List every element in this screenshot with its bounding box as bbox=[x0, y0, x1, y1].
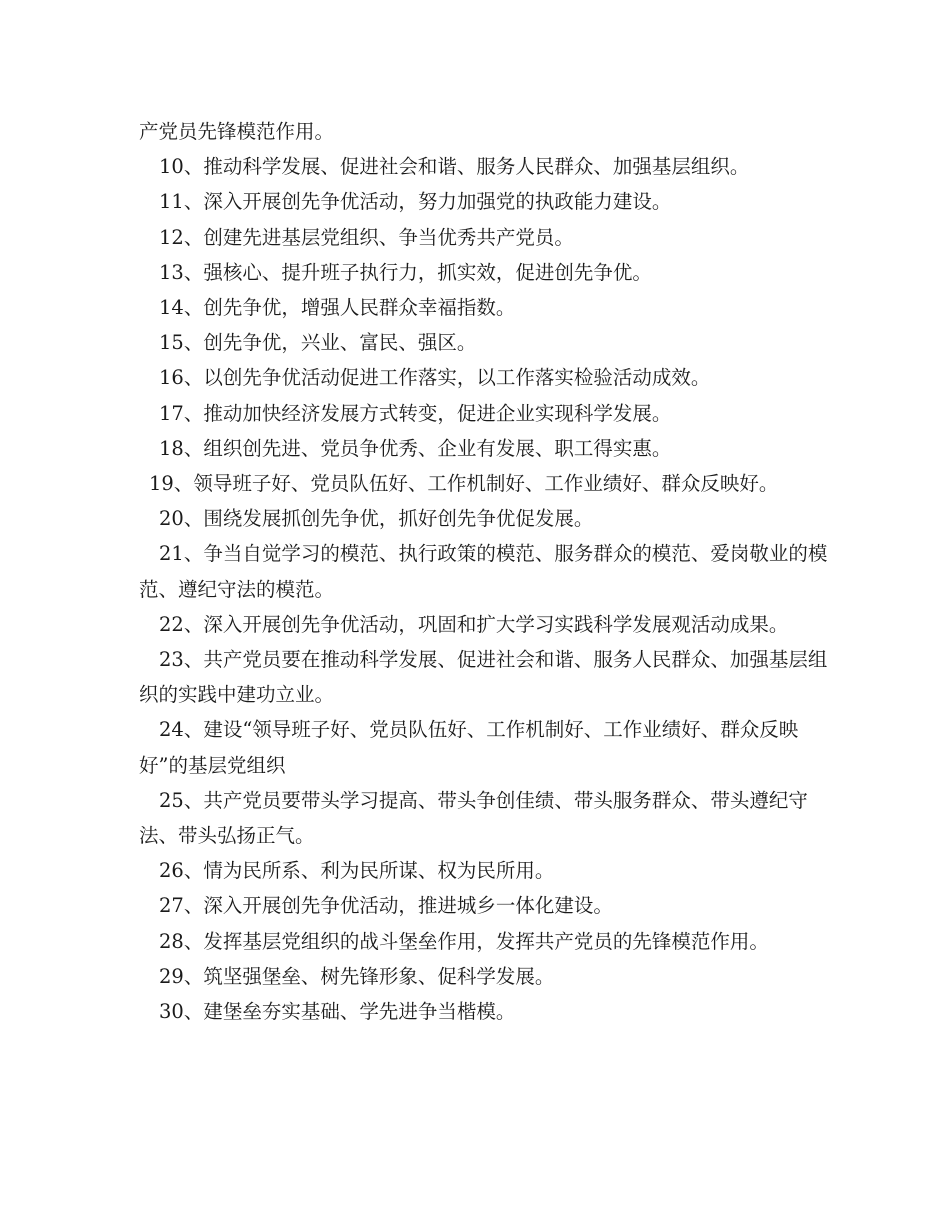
paragraph-item-23: 23、共产党员要在推动科学发展、促进社会和谐、服务人民群众、加强基层组织的实践中建功立业。 bbox=[139, 648, 828, 707]
paragraph-item-25: 25、共产党员要带头学习提高、带头争创佳绩、带头服务群众、带头遵纪守法、带头弘扬正气。 bbox=[139, 788, 808, 848]
paragraph-item-27: 27、深入开展创先争优活动，推进城乡一体化建设。 bbox=[159, 894, 613, 918]
paragraph-item-18: 18、组织创先进、党员争优秀、企业有发展、职工得实惠。 bbox=[159, 436, 672, 460]
paragraph-continuation: 产党员先锋模范作用。 bbox=[139, 120, 335, 143]
paragraph-item-19: 19、领导班子好、党员队伍好、工作机制好、工作业绩好、群众反映好。 bbox=[149, 472, 779, 496]
document-body bbox=[139, 114, 829, 1029]
paragraph-item-15: 15、创先争优，兴业、富民、强区。 bbox=[159, 331, 477, 355]
paragraph-item-16: 16、以创先争优活动促进工作落实，以工作落实检验活动成效。 bbox=[159, 366, 711, 390]
paragraph-item-30: 30、建堡垒夯实基础、学先进争当楷模。 bbox=[159, 1000, 516, 1024]
paragraph-item-17: 17、推动加快经济发展方式转变，促进企业实现科学发展。 bbox=[159, 401, 672, 425]
paragraph-item-13: 13、强核心、提升班子执行力，抓实效，促进创先争优。 bbox=[159, 260, 652, 284]
paragraph-item-10: 10、推动科学发展、促进社会和谐、服务人民群众、加强基层组织。 bbox=[159, 155, 750, 179]
paragraph-item-26: 26、情为民所系、利为民所谋、权为民所用。 bbox=[159, 859, 555, 883]
paragraph-item-12: 12、创建先进基层党组织、争当优秀共产党员。 bbox=[159, 225, 574, 249]
paragraph-item-28: 28、发挥基层党组织的战斗堡垒作用，发挥共产党员的先锋模范作用。 bbox=[159, 929, 769, 953]
paragraph-item-14: 14、创先争优，增强人民群众幸福指数。 bbox=[159, 296, 516, 320]
paragraph-item-20: 20、围绕发展抓创先争优，抓好创先争优促发展。 bbox=[159, 507, 594, 531]
paragraph-item-24: 24、建设“领导班子好、党员队伍好、工作机制好、工作业绩好、群众反映好”的基层党组织 bbox=[139, 718, 799, 777]
paragraph-item-29: 29、筑坚强堡垒、树先锋形象、促科学发展。 bbox=[159, 964, 555, 988]
paragraph-item-21: 21、争当自觉学习的模范、执行政策的模范、服务群众的模范、爱岗敬业的模范、遵纪守法的模范。 bbox=[139, 542, 828, 601]
paragraph-item-11: 11、深入开展创先争优活动，努力加强党的执政能力建设。 bbox=[159, 190, 672, 214]
paragraph-item-22: 22、深入开展创先争优活动，巩固和扩大学习实践科学发展观活动成果。 bbox=[159, 612, 789, 636]
